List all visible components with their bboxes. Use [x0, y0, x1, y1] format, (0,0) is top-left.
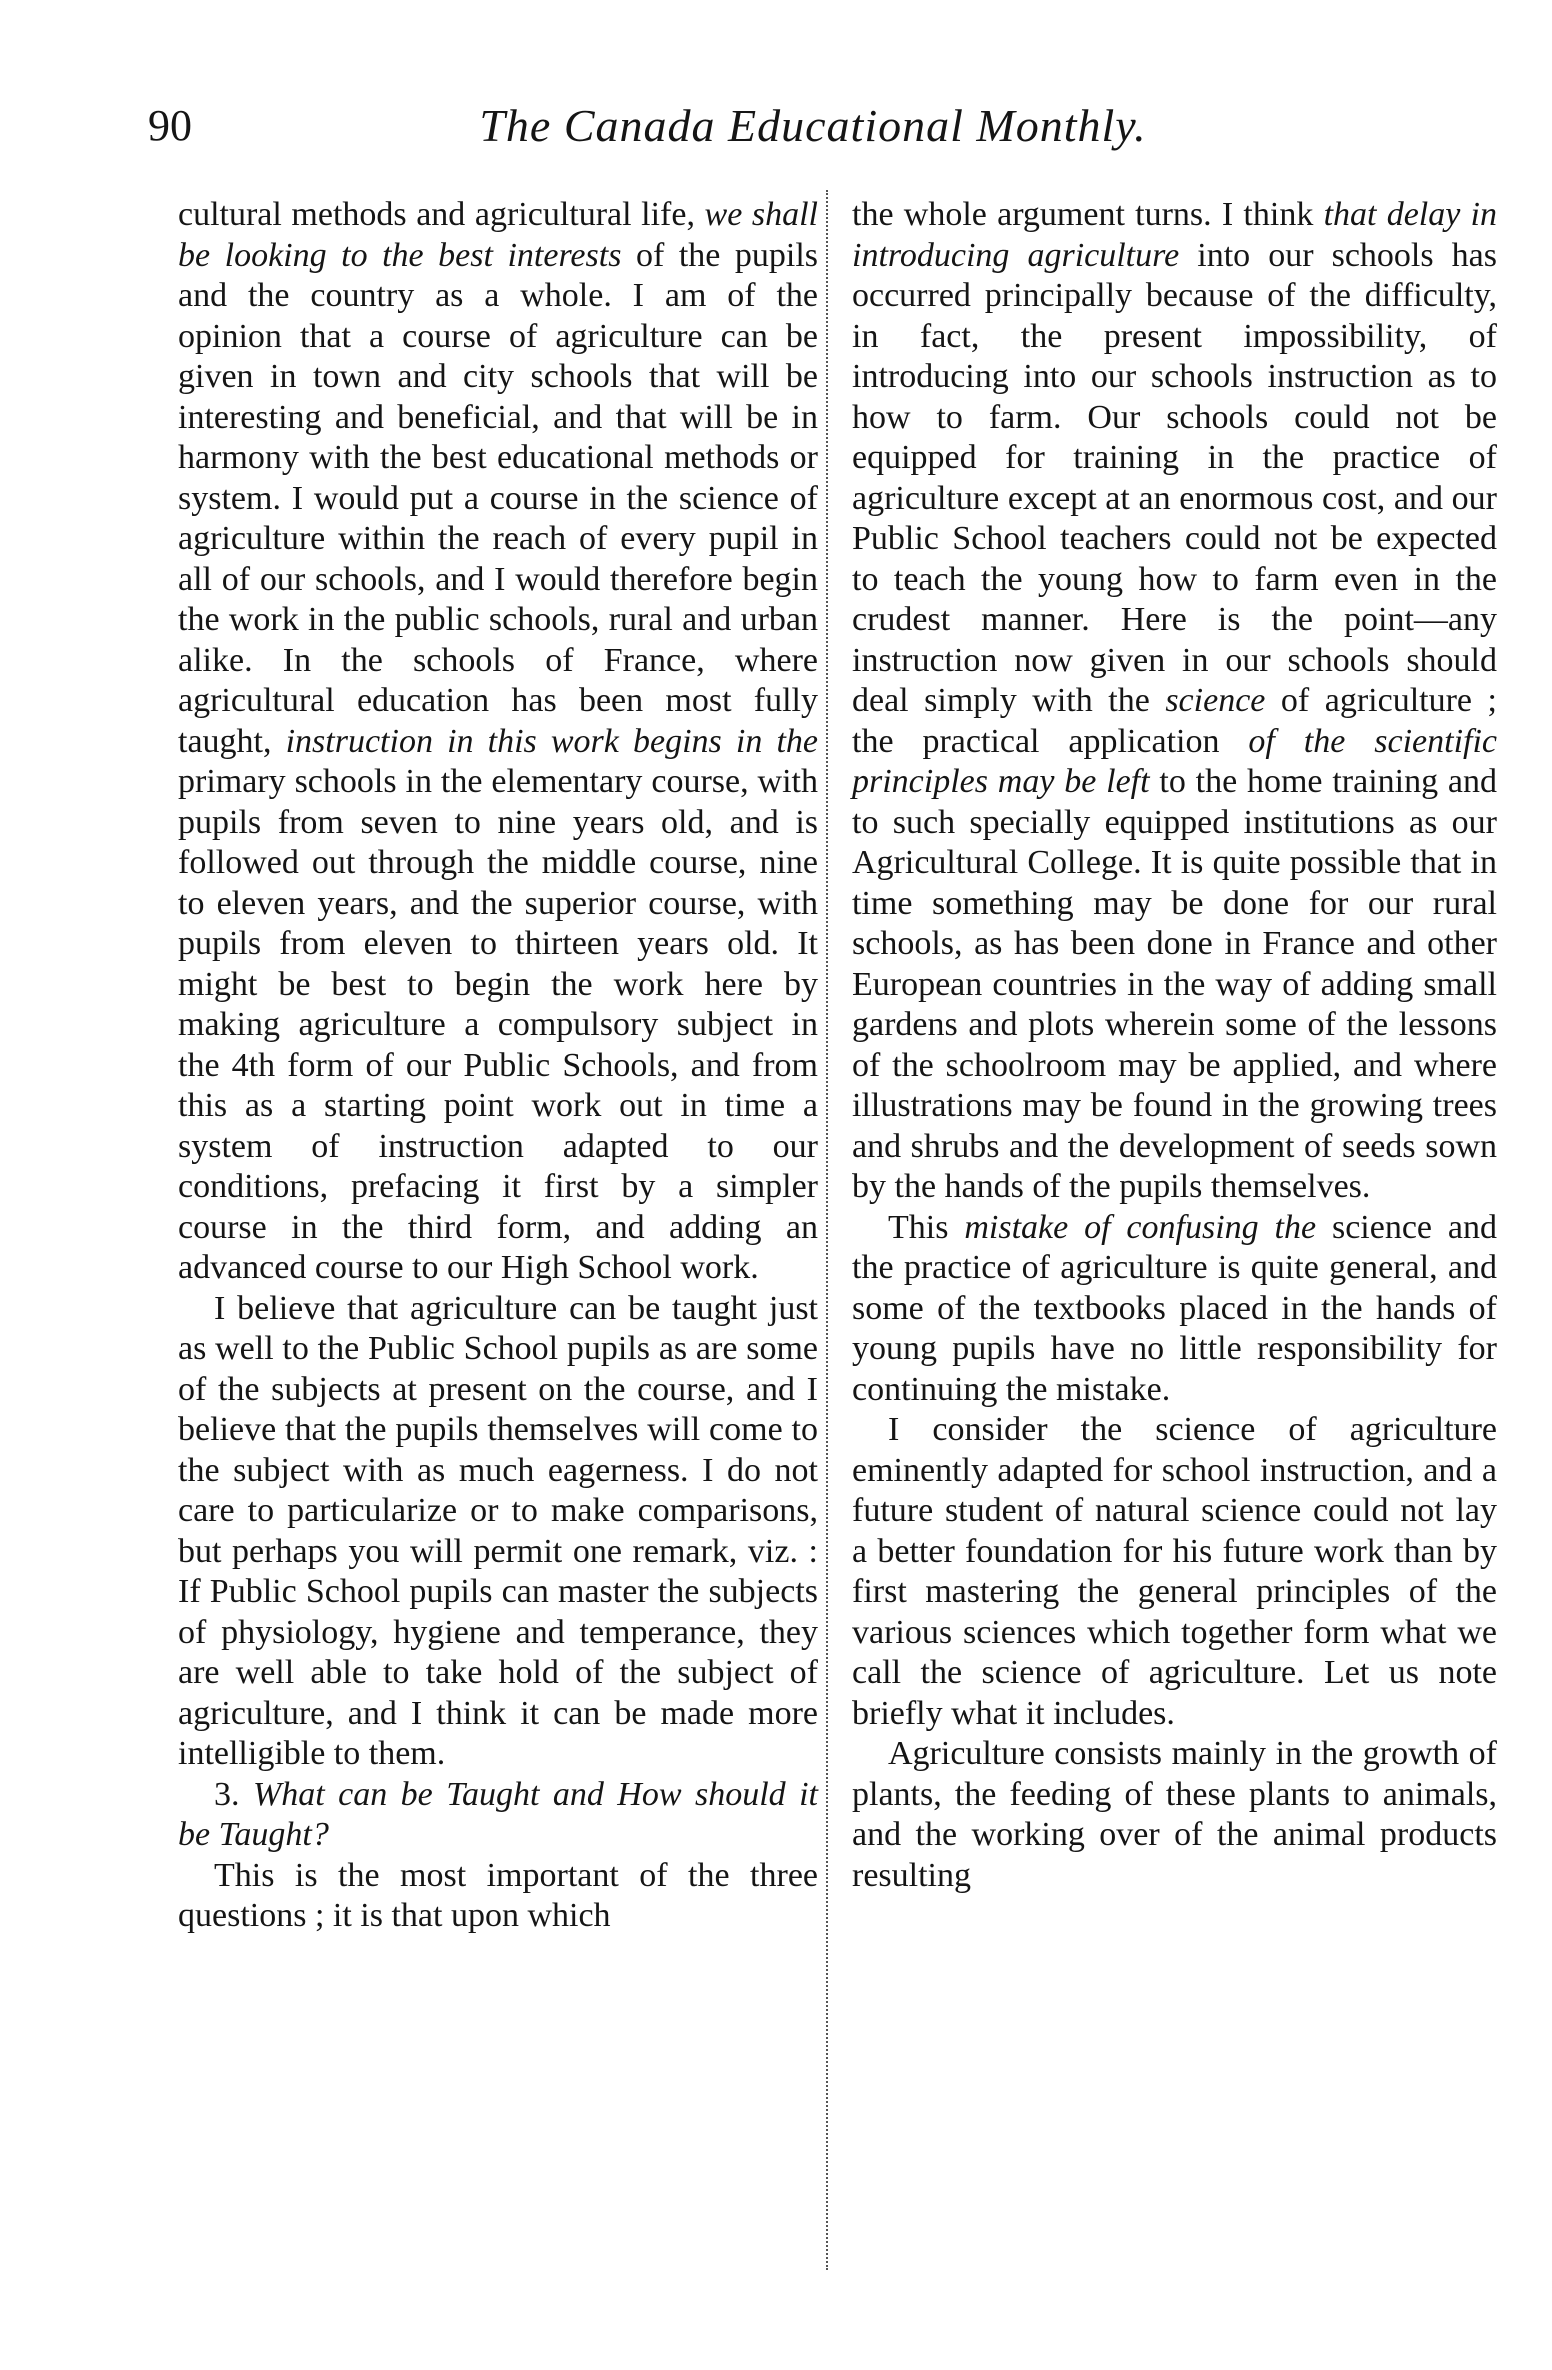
right-paragraph-3: I consider the science of agriculture eminently adapted for school instruction, and a future student of natural science could not lay a better foundation for his future work than by first mastering the general principles of the various sciences which together form what we call the science of agriculture. Let us note briefly what it includes.	[852, 1411, 1497, 1732]
section-heading-text: What can be Taught and How should it be Taught?	[178, 1775, 818, 1853]
journal-title: The Canada Educational Monthly.	[479, 100, 1147, 151]
left-paragraph-3: This is the most important of the three questions ; it is that upon which	[178, 1856, 818, 1934]
right-p1-text-a: the whole argument turns. I think	[852, 196, 1324, 233]
right-p1-text-c: into our schools has occurred principally because of the difficulty, in fact, the present impossibility, of introducing into our schools instruction as to how to farm. Our schools could not be equipped for training in the practice of agriculture except at an enormous cost, and our Public School teachers could not be expected to teach the young how to farm even in the crudest manner. Here is the point—any instruction now given in our schools should deal simply with the	[852, 236, 1497, 719]
left-p1-text-c: of the pupils and the country as a whole. I am of the opinion that a course of agriculture can be given in town and city schools that will be interesting and beneficial, and that will be in harmony with the best educational methods or system. I would put a course in the science of agriculture within the reach of every pupil in all of our schools, and I would therefore begin the work in the public schools, rural and urban alike. In the schools of France, where agricultural education has been most fully taught,	[178, 236, 819, 760]
section-heading	[178, 1775, 818, 1856]
right-p2-text-c: science and the practice of agriculture is quite general, and some of the textbooks placed in the hands of young pupils have no little responsibility for continuing the mistake.	[852, 1208, 1497, 1408]
left-p1-italic-b: we shall be looking to the best interests	[178, 196, 818, 274]
right-paragraph-4: Agriculture consists mainly in the growth of plants, the feeding of these plants to animals, and the working over of the animal products resulting	[852, 1735, 1497, 1894]
right-paragraph-1	[852, 195, 1497, 1208]
right-p1-italic-f: of the scientific principles may be left	[852, 722, 1498, 800]
left-p1-text-e: primary schools in the elementary course, with pupils from seven to nine years old, and is followed out through the middle course, nine to eleven years, and the superior course, with pupils from eleven to thirteen years old. It might be best to begin the work here by making agriculture a compulsory subject in the 4th form of our Public Schools, and from this as a starting point work out in time a system of instruction adapted to our conditions, prefacing it first by a simpler course in the third form, and adding an advanced course to our High School work.	[178, 763, 818, 1286]
right-column	[852, 195, 1497, 1896]
left-p1-text-a: cultural methods and agricultural life,	[178, 196, 705, 233]
column-divider	[826, 190, 829, 2270]
right-paragraph-2	[852, 1208, 1497, 1411]
left-paragraph-2: I believe that agriculture can be taught just as well to the Public School pupils as are some of the subjects at present on the course, and I believe that the pupils themselves will come to the subject with as much eagerness. I do not care to particularize or to make comparisons, but perhaps you will permit one remark, viz. : If Public School pupils can master the subjects of physiology, hygiene and temperance, they are well able to take hold of the subject of agriculture, and I think it can be made more intelligible to them.	[178, 1289, 818, 1772]
right-p1-italic-b: that delay in introducing agriculture	[852, 196, 1498, 274]
right-p1-text-e: of agriculture ; the practical application	[852, 682, 1497, 760]
section-heading-number: 3.	[214, 1775, 253, 1813]
right-p1-text-g: to the home training and to such specially equipped institutions as our Agricultural College. It is quite possible that in time something may be done for our rural schools, as has been done in France and other European countries in the way of adding small gardens and plots wherein some of the lessons of the schoolroom may be applied, and where illustrations may be found in the growing trees and shrubs and the development of seeds sown by the hands of the pupils themselves.	[852, 763, 1497, 1205]
page-header	[148, 96, 1478, 156]
right-p2-italic-b: mistake of confusing the	[964, 1208, 1317, 1246]
page-number: 90	[148, 101, 192, 150]
right-p1-italic-d: science	[1165, 682, 1266, 719]
left-p1-italic-d: instruction in this work begins in the	[285, 722, 818, 760]
right-p2-text-a: This	[888, 1208, 965, 1246]
left-paragraph-1	[178, 195, 818, 1289]
left-column	[178, 195, 818, 1937]
